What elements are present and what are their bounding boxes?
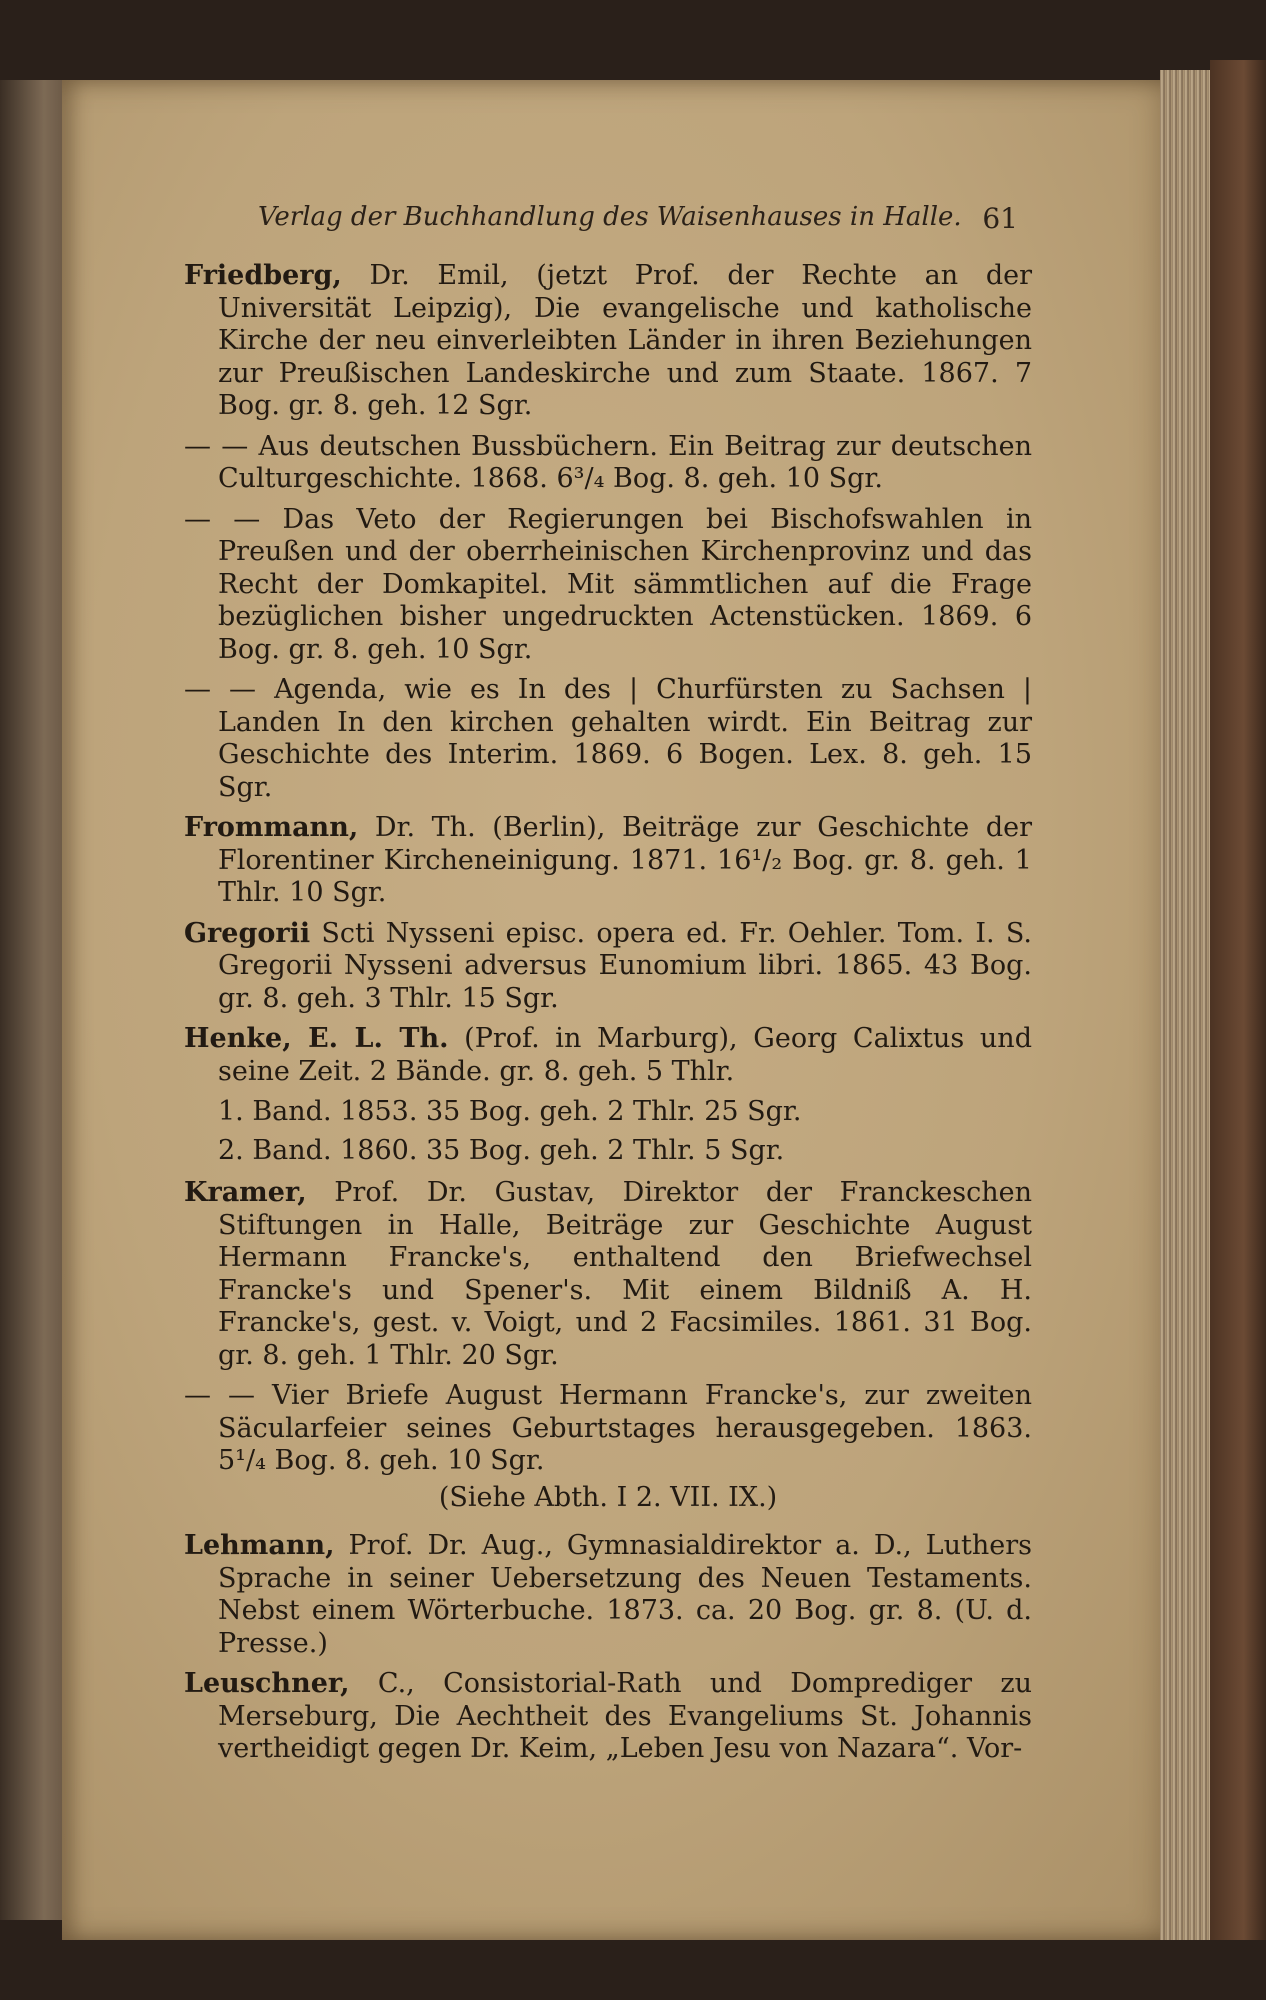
catalog-entry bbox=[184, 812, 1032, 910]
cross-reference-note: (Siehe Abth. I 2. VII. IX.) bbox=[438, 1481, 778, 1513]
book-cover-right bbox=[1210, 60, 1266, 1940]
catalog-entry bbox=[184, 1668, 1032, 1766]
entry-author: Friedberg, bbox=[184, 260, 342, 291]
header-title: Verlag der Buchhandlung des Waisenhauses in Halle. bbox=[258, 202, 962, 232]
entry-dash: — — bbox=[184, 503, 261, 535]
entry-text: Vier Briefe August Hermann Francke's, zur zweiten Säcularfeier seines Geburtstages herausgegeben. 1863. 5¹/₄ Bog. 8. geh. 10 Sgr. bbox=[218, 1380, 1032, 1476]
volume-line: 2. Band. 1860. 35 Bog. geh. 2 Thlr. 5 Sgr. bbox=[218, 1134, 785, 1166]
entry-author: Frommann, bbox=[184, 812, 359, 843]
volume-line: 1. Band. 1853. 35 Bog. geh. 2 Thlr. 25 Sgr. bbox=[218, 1096, 802, 1127]
catalog-entry bbox=[184, 431, 1032, 496]
entry-author: Henke, E. L. Th. bbox=[184, 1023, 449, 1054]
entry-author: Lehmann, bbox=[184, 1530, 335, 1561]
entry-text: Scti Nysseni episc. opera ed. Fr. Oehler. Tom. I. S. Gregorii Nysseni adversus Eunomium libri. 1865. 43 Bog. gr. 8. geh. 3 Thlr. 15 Sgr. bbox=[218, 917, 1032, 1014]
page-number: 61 bbox=[982, 202, 1018, 235]
entry-text: Prof. Dr. Aug., Gymnasialdirektor a. D., Luthers Sprache in seiner Uebersetzung des Neuen Testaments. Nebst einem Wörterbuche. 1873. ca. 20 Bog. gr. 8. (U. d. Presse.) bbox=[218, 1530, 1032, 1659]
running-header bbox=[258, 202, 1018, 242]
catalog-entry bbox=[184, 918, 1032, 1016]
catalog-entry bbox=[184, 674, 1032, 804]
entry-author: Gregorii bbox=[184, 917, 311, 949]
catalog-entry bbox=[184, 504, 1032, 667]
entry-author: Leuschner, bbox=[184, 1668, 350, 1699]
entry-text: Das Veto der Regierungen bei Bischofswahlen in Preußen und der oberrheinischen Kirchenprovinz und das Recht der Domkapitel. Mit sämmtlichen auf die Frage bezüglichen bisher ungedruckten Actenstücken. 1869. 6 Bog. gr. 8. geh. 10 Sgr. bbox=[218, 503, 1032, 665]
catalog-entry bbox=[184, 1530, 1032, 1660]
entry-text: Aus deutschen Bussbüchern. Ein Beitrag zur deutschen Culturgeschichte. 1868. 6³/₄ Bog. 8. geh. 10 Sgr. bbox=[218, 430, 1032, 494]
catalog-entry bbox=[184, 1380, 1032, 1478]
catalog-entry bbox=[184, 260, 1032, 423]
entry-text: Dr. Th. (Berlin), Beiträge zur Geschichte der Florentiner Kircheneinigung. 1871. 16¹/₂ Bog. gr. 8. geh. 1 Thlr. 10 Sgr. bbox=[218, 812, 1032, 908]
entry-text: C., Consistorial-Rath und Domprediger zu Merseburg, Die Aechtheit des Evangeliums St. Johannis vertheidigt gegen Dr. Keim, „Leben Jesu von Nazara“. Vor- bbox=[218, 1668, 1032, 1764]
entry-dash: — — bbox=[184, 1380, 255, 1411]
entry-text: Dr. Emil, (jetzt Prof. der Rechte an der Universität Leipzig), Die evangelische und katholische Kirche der neu einverleibten Länder in ihren Beziehungen zur Preußischen Landeskirche und zum Staate. 1867. 7 Bog. gr. 8. geh. 12 Sgr. bbox=[218, 260, 1032, 421]
entry-author: Kramer, bbox=[184, 1177, 307, 1208]
entry-text: Agenda, wie es In des | Churfürsten zu Sachsen | Landen In den kirchen gehalten wirdt. Ein Beitrag zur Geschichte des Interim. 1869. 6 Bogen. Lex. 8. geh. 15 Sgr. bbox=[218, 674, 1032, 803]
entry-dash: — — bbox=[184, 430, 249, 462]
catalog-entry bbox=[184, 1177, 1032, 1372]
entry-dash: — — bbox=[184, 674, 257, 705]
catalog-entry bbox=[184, 1023, 1032, 1088]
entry-text: (Prof. in Marburg), Georg Calixtus und seine Zeit. 2 Bände. gr. 8. geh. 5 Thlr. bbox=[218, 1023, 1032, 1087]
entry-text: Prof. Dr. Gustav, Direktor der Franckeschen Stiftungen in Halle, Beiträge zur Geschichte August Hermann Francke's, enthaltend den Briefwechsel Francke's und Spener's. Mit einem Bildniß A. H. Francke's, gest. v. Voigt, und 2 Facsimiles. 1861. 31 Bog. gr. 8. geh. 1 Thlr. 20 Sgr. bbox=[218, 1177, 1032, 1371]
catalog-content bbox=[184, 260, 1032, 1774]
